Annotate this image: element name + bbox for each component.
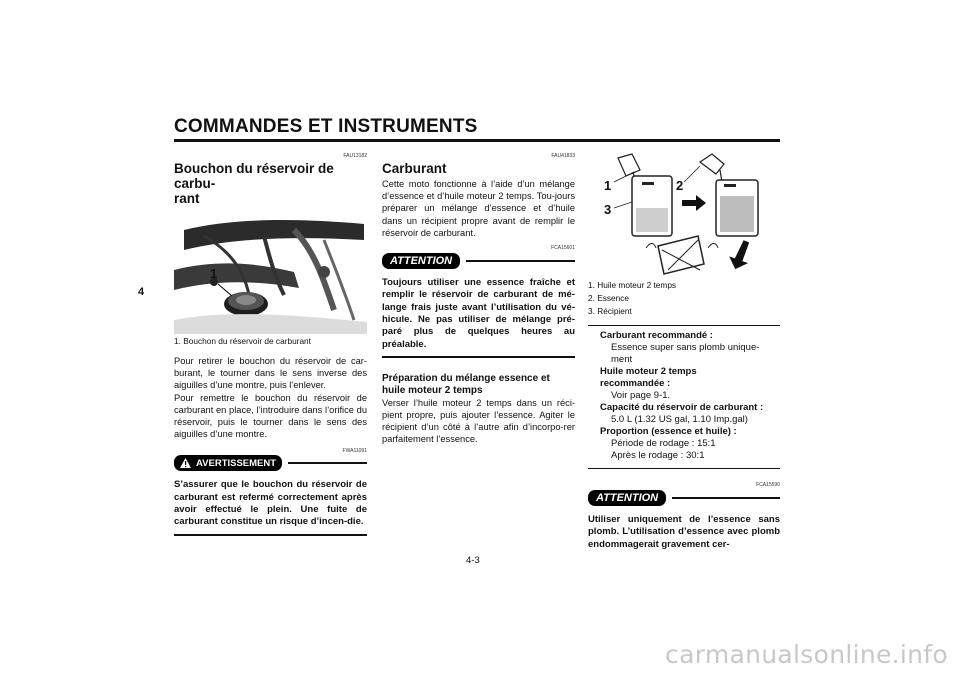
watermark: carmanualsonline.info xyxy=(665,640,948,669)
figure-callout-3: 3 xyxy=(604,202,612,217)
figure-caption: 1. Huile moteur 2 temps xyxy=(588,280,677,290)
figure-callout-1: 1 xyxy=(210,266,218,281)
paragraph: Pour remettre le bouchon du réservoir de carburant en place, l’introduire dans l’orifice du réservoir, puis le tourner dans le sens des aiguilles d’une montre. xyxy=(174,392,367,440)
figure-caption: 2. Essence xyxy=(588,293,630,303)
spec-label: Proportion (essence et huile) : xyxy=(600,426,737,437)
attention-banner xyxy=(588,490,780,506)
page-title: COMMANDES ET INSTRUMENTS xyxy=(174,116,478,137)
subsection-heading: Préparation du mélange essence et huile moteur 2 temps xyxy=(382,372,550,396)
section-ref-code: FAU41833 xyxy=(551,153,575,159)
spec-value: Après le rodage : 30:1 xyxy=(611,450,705,461)
warning-banner xyxy=(174,455,367,471)
warning-ref-code: FWA11091 xyxy=(342,448,367,455)
paragraph: Pour retirer le bouchon du réservoir de car-burant, le tourner dans le sens inverse des aiguilles d’une montre, puis l’enlever. xyxy=(174,356,367,391)
warning-badge: AVERTISSEMENT xyxy=(174,455,282,471)
attention-banner xyxy=(382,253,575,269)
fuel-mixing-figure xyxy=(588,152,780,276)
spec-value: Essence super sans plomb unique-ment xyxy=(611,342,760,365)
spec-label: Capacité du réservoir de carburant : xyxy=(600,402,764,413)
attention-badge: ATTENTION xyxy=(588,490,666,506)
figure-callout-2: 2 xyxy=(676,178,684,193)
figure-callout-1: 1 xyxy=(604,178,612,193)
middle-column xyxy=(382,152,575,446)
figure-caption: 3. Récipient xyxy=(588,306,632,316)
section-heading-fuel-cap: Bouchon du réservoir de carbu- rant xyxy=(174,161,334,206)
left-column xyxy=(174,152,367,536)
section-heading-fuel: Carburant xyxy=(382,161,447,176)
spec-label: Carburant recommandé : xyxy=(600,330,713,341)
warning-text: S’assurer que le bouchon du réservoir de carburant est refermé correctement après avoir effectué le plein. Une fuite de carburant constitue un risque d’incen-die. xyxy=(174,479,367,528)
spec-value: 5.0 L (1.32 US gal, 1.10 Imp.gal) xyxy=(611,414,748,425)
spec-value: Période de rodage : 15:1 xyxy=(611,438,716,449)
page-number: 4-3 xyxy=(466,555,480,566)
chapter-number: 4 xyxy=(138,286,145,298)
spec-label: Huile moteur 2 temps recommandée : xyxy=(600,366,697,389)
paragraph: Verser l’huile moteur 2 temps dans un réci-pient propre, puis ajouter l’essence. Agiter le récipient d’un côté à l’autre afin d’incorpo-rer parfaitement l’essence. xyxy=(382,397,575,445)
paragraph: Cette moto fonctionne à l’aide d’un mélange d’essence et d’huile moteur 2 temps. Tou-jours préparer un mélange d’essence et d’huile dans un récipient propre avant de remplir le réservoir de carburant. xyxy=(382,179,575,238)
right-column xyxy=(588,152,780,551)
fuel-mixing-illustration xyxy=(588,152,780,276)
figure-caption: 1. Bouchon du réservoir de carburant xyxy=(174,336,311,346)
fuel-cap-illustration xyxy=(174,210,367,334)
attention-text: Utiliser uniquement de l’essence sans plomb. L’utilisation d’essence avec plomb endommagerait gravement cer- xyxy=(588,514,780,550)
badge-rule xyxy=(672,497,780,499)
attention-ref-code: FCA15601 xyxy=(551,245,575,252)
spec-box xyxy=(588,325,780,469)
header-rule xyxy=(174,139,780,142)
fuel-cap-figure xyxy=(174,210,367,334)
section-end-rule xyxy=(174,534,367,536)
warning-triangle-icon xyxy=(180,458,191,468)
attention-badge: ATTENTION xyxy=(382,253,460,269)
spec-value: Voir page 9-1. xyxy=(611,390,671,401)
attention-text: Toujours utiliser une essence fraîche et remplir le réservoir de carburant de mé-lange frais juste avant l’utilisation du vé-hicule. Ne pas utiliser de mélange pré-paré plus de quelques heures au préalable. xyxy=(382,277,575,350)
badge-rule xyxy=(466,260,575,262)
attention-ref-code: FCA15590 xyxy=(756,482,780,488)
badge-rule xyxy=(288,462,367,464)
section-ref-code: FAU13182 xyxy=(343,153,367,159)
section-end-rule xyxy=(382,356,575,358)
